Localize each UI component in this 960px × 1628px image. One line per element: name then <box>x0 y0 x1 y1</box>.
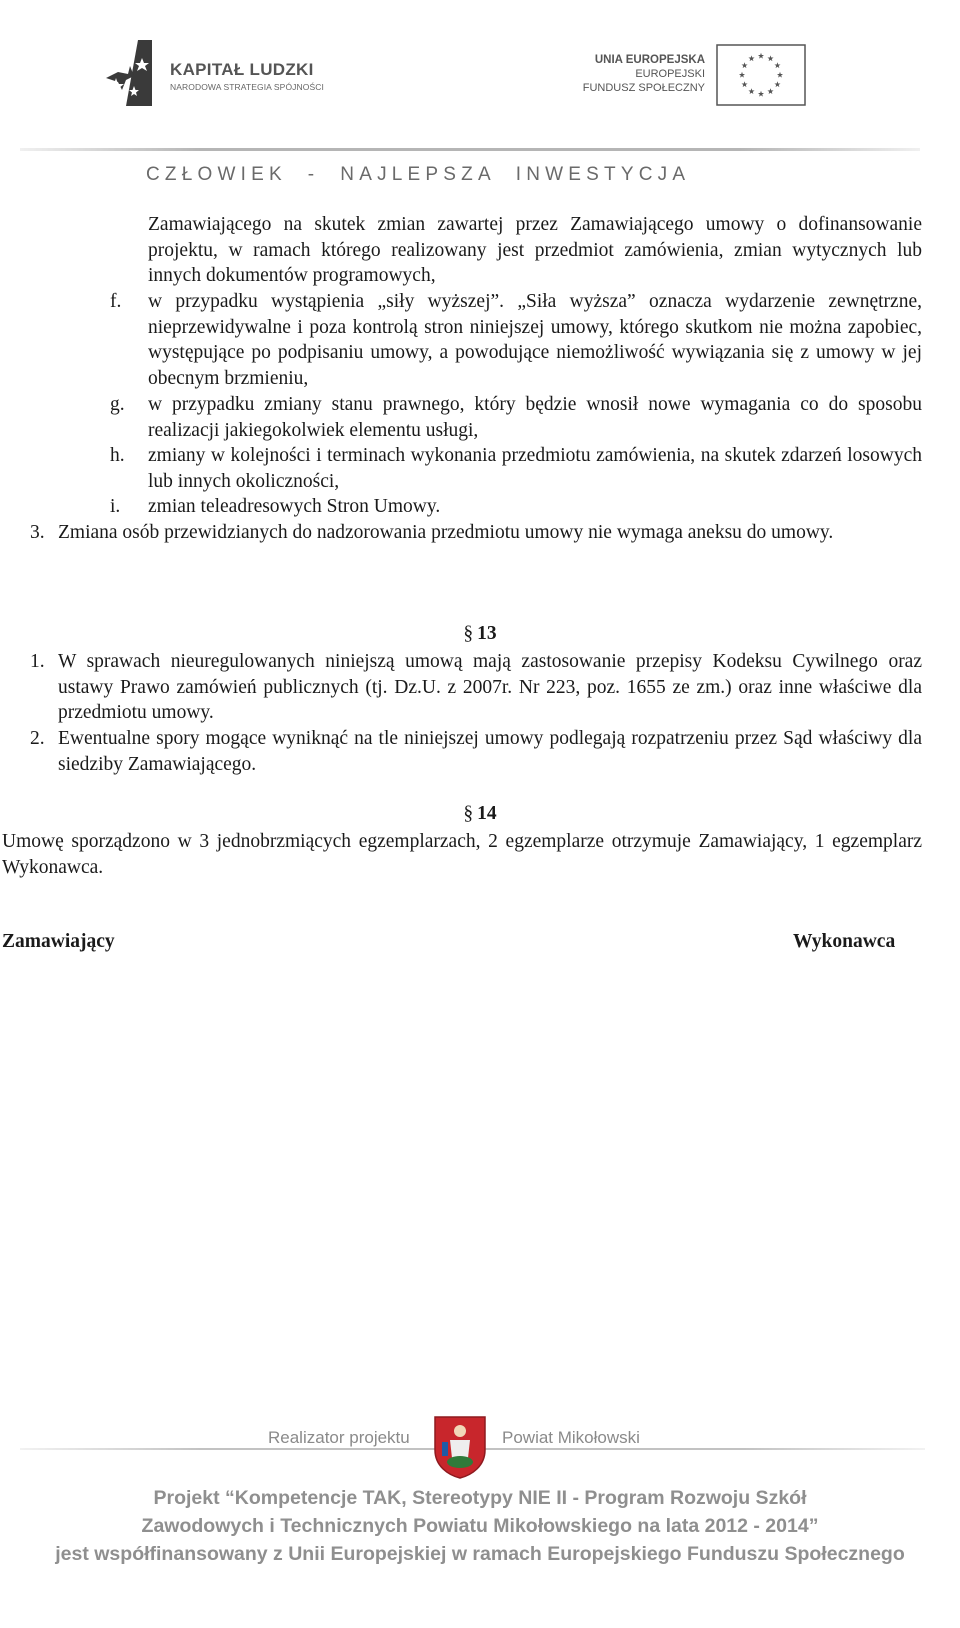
section-number: 13 <box>477 623 497 644</box>
s13-point-2 <box>30 726 922 777</box>
eu-line-1: UNIA EUROPEJSKA <box>594 54 705 66</box>
kapital-ludzki-title: KAPITAŁ LUDZKI <box>170 60 314 79</box>
powiat-label: Powiat Mikołowski <box>502 1428 640 1447</box>
point-text: Ewentualne spory mogące wyniknąć na tle niniejszej umowy podlegają rozpatrzeniu przez Sąd właściwy dla siedziby Zamawiającego. <box>58 728 922 775</box>
eu-label <box>583 53 705 95</box>
list-item-text: zmian teleadresowych Stron Umowy. <box>148 496 441 517</box>
paragraph-symbol: § <box>463 623 474 644</box>
list-item-h <box>110 443 922 494</box>
powiat-crest-icon <box>432 1414 488 1480</box>
realizator-label: Realizator projektu <box>268 1428 410 1447</box>
list-marker: g. <box>110 394 125 415</box>
eu-flag-icon <box>716 44 806 106</box>
paragraph-symbol: § <box>463 803 474 824</box>
paragraph-continuation: Zamawiającego na skutek zmian zawartej przez Zamawiającego umowy o dofinansowanie projektu, w ramach którego realizowany jest przedmiot zamówienia, zmian wytycznych lub innych dokumentów programowych, <box>148 214 922 287</box>
section-14-text: Umowę sporządzono w 3 jednobrzmiących egzemplarzach, 2 egzemplarze otrzymuje Zamawiający, 1 egzemplarz Wykonawca. <box>2 831 922 878</box>
signature-zamawiajacy: Zamawiający <box>2 931 115 952</box>
kapital-ludzki-subtitle: NARODOWA STRATEGIA SPÓJNOŚCI <box>170 82 324 92</box>
list-item-text: zmiany w kolejności i terminach wykonania przedmiotu zamówienia, na skutek zdarzeń losowych lub innych okoliczności, <box>148 445 922 492</box>
list-marker: h. <box>110 445 125 466</box>
footer-line-2: Zawodowych i Technicznych Powiatu Mikołowskiego na lata 2012 - 2014” <box>141 1515 819 1537</box>
point-text: W sprawach nieuregulowanych niniejszą umową mają zastosowanie przepisy Kodeksu Cywilnego oraz ustawy Prawo zamówień publicznych (tj. Dz.U. z 2007r. Nr 223, poz. 1655 ze zm.) oraz inne właściwe dla przedmiotu umowy. <box>58 651 922 724</box>
header-divider <box>20 148 920 151</box>
point-marker: 2. <box>30 728 45 749</box>
point-marker: 3. <box>30 522 45 543</box>
list-item-f <box>110 289 922 392</box>
point-3 <box>30 520 922 546</box>
point-marker: 1. <box>30 651 45 672</box>
eu-line-3: FUNDUSZ SPOŁECZNY <box>582 82 705 94</box>
list-item-text: w przypadku wystąpienia „siły wyższej”. „Siła wyższa” oznacza wydarzenie zewnętrzne, nieprzewidywalne i poza kontrolą stron niniejszej umowy, którego skutkom nie można zapobiec, występujące po podpisaniu umowy, a powodujące niemożliwość wywiązania się z umowy w jej obecnym brzmieniu, <box>148 291 922 390</box>
list-marker: i. <box>110 496 121 517</box>
section-13-heading <box>0 623 960 645</box>
footer-line-3: jest współfinansowany z Unii Europejskiej w ramach Europejskiego Funduszu Społecznego <box>55 1543 905 1565</box>
motto-text: CZŁOWIEK - NAJLEPSZA INWESTYCJA <box>146 164 691 185</box>
list-item-g <box>110 392 922 443</box>
list-marker: f. <box>110 291 122 312</box>
eu-line-2: EUROPEJSKI <box>635 68 705 80</box>
s13-point-1 <box>30 649 922 726</box>
signature-wykonawca: Wykonawca <box>793 931 896 952</box>
kapital-ludzki-logo-icon <box>104 38 164 108</box>
section-number: 14 <box>477 803 497 824</box>
section-14-heading <box>0 803 960 825</box>
list-item-text: w przypadku zmiany stanu prawnego, który będzie wnosił nowe wymagania co do sposobu realizacji jakiegokolwiek elementu usługi, <box>148 394 922 441</box>
list-item-i <box>110 494 922 520</box>
footer-line-1: Projekt “Kompetencje TAK, Stereotypy NIE II - Program Rozwoju Szkół <box>153 1487 807 1509</box>
point-text: Zmiana osób przewidzianych do nadzorowania przedmiotu umowy nie wymaga aneksu do umowy. <box>58 522 834 543</box>
